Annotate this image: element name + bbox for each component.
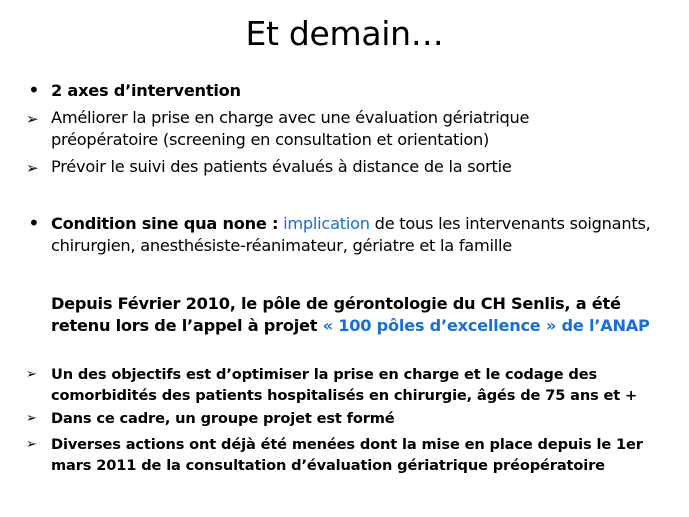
depuis-highlight: « 100 pôles d’excellence » de l’ANAP — [322, 316, 650, 335]
arrow-bullet-icon: ➢ — [26, 110, 39, 128]
arrow-bullet-icon: ➢ — [26, 411, 37, 426]
axes-heading: 2 axes d’intervention — [51, 81, 241, 100]
depuis-text: Depuis Février 2010, le pôle de gérontologie du CH Senlis, a été retenu lors de l’appel à projet — [51, 294, 621, 335]
axes-item-1: Améliorer la prise en charge avec une évaluation gériatrique préopératoire (screening en consultation et orientation) — [51, 108, 530, 149]
slide-title: Et demain… — [245, 14, 444, 53]
condition-paragraph — [51, 213, 651, 257]
arrow-bullet-icon: ➢ — [26, 437, 37, 452]
point-2: Dans ce cadre, un groupe projet est formé — [51, 410, 395, 427]
point-3: Diverses actions ont déjà été menées dont la mise en place depuis le 1er mars 2011 de la consultation d’évaluation gériatrique préopératoire — [51, 436, 643, 474]
bullet-dot-icon: • — [28, 211, 40, 235]
condition-highlight: implication — [283, 214, 370, 233]
depuis-paragraph — [51, 293, 661, 337]
point-1: Un des objectifs est d’optimiser la prise en charge et le codage des comorbidités des patients hospitalisés en chirurgie, âgés de 75 ans et + — [51, 366, 638, 404]
bullet-dot-icon: • — [28, 78, 40, 102]
arrow-bullet-icon: ➢ — [26, 367, 37, 382]
arrow-bullet-icon: ➢ — [26, 159, 39, 177]
condition-rest: de tous les intervenants soignants, chirurgien, anesthésiste-réanimateur, gériatre et la famille — [51, 214, 651, 255]
axes-item-2: Prévoir le suivi des patients évalués à distance de la sortie — [51, 157, 512, 176]
condition-label: Condition sine qua none : — [51, 214, 279, 233]
